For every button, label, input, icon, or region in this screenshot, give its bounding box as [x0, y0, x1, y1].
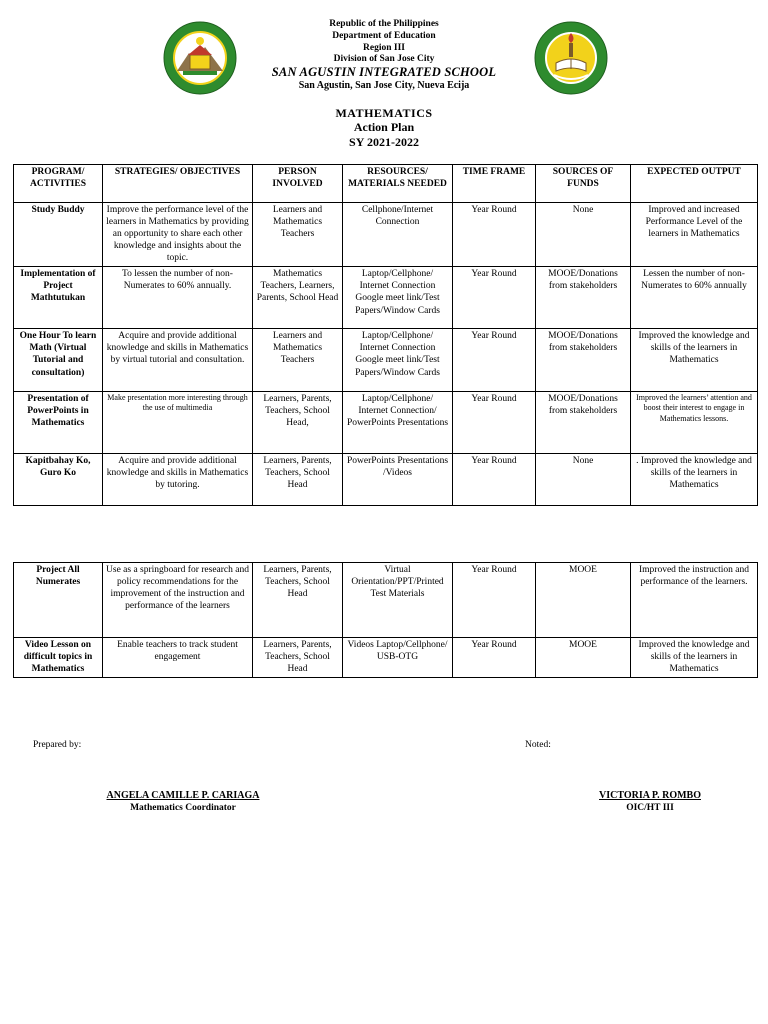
time-cell: Year Round	[453, 392, 536, 454]
noted-label: Noted:	[525, 740, 551, 750]
output-cell: Improved and increased Performance Level of the learners in Mathematics	[631, 203, 758, 267]
header-department: Department of Education	[332, 31, 436, 41]
resources-cell: Cellphone/Internet Connection	[343, 203, 453, 267]
output-cell: Improved the knowledge and skills of the learners in Mathematics	[631, 329, 758, 392]
funds-cell: MOOE	[536, 563, 631, 638]
resources-cell: Videos Laptop/Cellphone/ USB-OTG	[343, 638, 453, 678]
header-republic: Republic of the Philippines	[329, 19, 439, 29]
header-funds: SOURCES OF FUNDS	[536, 165, 631, 203]
persons-cell: Mathematics Teachers, Learners, Parents, School Head	[253, 267, 343, 329]
funds-cell: MOOE/Donations from stakeholders	[536, 267, 631, 329]
time-cell: Year Round	[453, 638, 536, 678]
persons-cell: Learners, Parents, Teachers, School Head	[253, 563, 343, 638]
resources-cell: PowerPoints Presentations /Videos	[343, 454, 453, 506]
strategy-cell: Acquire and provide additional knowledge and skills in Mathematics by tutoring.	[103, 454, 253, 506]
program-cell: Project All Numerates	[14, 563, 103, 638]
funds-cell: MOOE/Donations from stakeholders	[536, 329, 631, 392]
school-address: San Agustin, San Jose City, Nueva Ecija	[298, 80, 470, 91]
header-program: PROGRAM/ ACTIVITIES	[14, 165, 103, 203]
program-cell: Presentation of PowerPoints in Mathematics	[14, 392, 103, 454]
preparer-title: Mathematics Coordinator	[130, 803, 236, 813]
persons-cell: Learners, Parents, Teachers, School Head	[253, 454, 343, 506]
table-row	[14, 563, 758, 638]
table-row	[14, 638, 758, 678]
school-name: SAN AGUSTIN INTEGRATED SCHOOL	[271, 65, 497, 79]
funds-cell: MOOE/Donations from stakeholders	[536, 392, 631, 454]
persons-cell: Learners and Mathematics Teachers	[253, 203, 343, 267]
program-cell: Implementation of Project Mathtutukan	[14, 267, 103, 329]
output-cell: Lessen the number of non-Numerates to 60% annually	[631, 267, 758, 329]
action-plan-table-continued	[13, 562, 758, 678]
header-division: Division of San Jose City	[333, 54, 435, 64]
table-row	[14, 267, 758, 329]
resources-cell: Laptop/Cellphone/ Internet Connection Google meet link/Test Papers/Window Cards	[343, 267, 453, 329]
strategy-cell: Use as a springboard for research and policy recommendations for the improvement of the instruction and performance of the learners	[103, 563, 253, 638]
persons-cell: Learners, Parents, Teachers, School Head,	[253, 392, 343, 454]
strategy-cell: Make presentation more interesting through the use of multimedia	[103, 392, 253, 454]
output-cell: Improved the instruction and performance of the learners.	[631, 563, 758, 638]
program-cell: Video Lesson on difficult topics in Mathematics	[14, 638, 103, 678]
preparer-name: ANGELA CAMILLE P. CARIAGA	[106, 790, 260, 801]
strategy-cell: To lessen the number of non-Numerates to 60% annually.	[103, 267, 253, 329]
table-row	[14, 454, 758, 506]
header-region: Region III	[363, 43, 405, 53]
resources-cell: Laptop/Cellphone/ Internet Connection/ PowerPoints Presentations	[343, 392, 453, 454]
resources-cell: Virtual Orientation/PPT/Printed Test Materials	[343, 563, 453, 638]
funds-cell: MOOE	[536, 638, 631, 678]
header-strategies: STRATEGIES/ OBJECTIVES	[103, 165, 253, 203]
strategy-cell: Acquire and provide additional knowledge and skills in Mathematics by virtual tutorial and consultation.	[103, 329, 253, 392]
document-subject: MATHEMATICS	[335, 106, 433, 120]
persons-cell: Learners, Parents, Teachers, School Head	[253, 638, 343, 678]
prepared-by-label: Prepared by:	[33, 740, 82, 750]
table-header-row	[14, 165, 758, 203]
output-cell: Improved the learners’ attention and boost their interest to engage in Mathematics lessons.	[631, 392, 758, 454]
document-title: Action Plan	[353, 120, 415, 134]
output-cell: . Improved the knowledge and skills of the learners in Mathematics	[631, 454, 758, 506]
time-cell: Year Round	[453, 454, 536, 506]
noter-name: VICTORIA P. ROMBO	[599, 790, 701, 801]
header-persons: PERSON INVOLVED	[253, 165, 343, 203]
resources-cell: Laptop/Cellphone/ Internet Connection Google meet link/Test Papers/Window Cards	[343, 329, 453, 392]
strategy-cell: Enable teachers to track student engagement	[103, 638, 253, 678]
program-cell: One Hour To learn Math (Virtual Tutorial and consultation)	[14, 329, 103, 392]
program-cell: Study Buddy	[14, 203, 103, 267]
program-cell: Kapitbahay Ko, Guro Ko	[14, 454, 103, 506]
header-time-frame: TIME FRAME	[453, 165, 536, 203]
funds-cell: None	[536, 454, 631, 506]
output-cell: Improved the knowledge and skills of the learners in Mathematics	[631, 638, 758, 678]
time-cell: Year Round	[453, 329, 536, 392]
table-row	[14, 392, 758, 454]
table-row	[14, 329, 758, 392]
persons-cell: Learners and Mathematics Teachers	[253, 329, 343, 392]
time-cell: Year Round	[453, 203, 536, 267]
header-resources: RESOURCES/ MATERIALS NEEDED	[343, 165, 453, 203]
table-row	[14, 203, 758, 267]
strategy-cell: Improve the performance level of the learners in Mathematics by providing an opportunity to share each other knowledge and insights about the topic.	[103, 203, 253, 267]
time-cell: Year Round	[453, 267, 536, 329]
header-output: EXPECTED OUTPUT	[631, 165, 758, 203]
action-plan-table	[13, 164, 758, 506]
school-year: SY 2021-2022	[349, 135, 419, 149]
noter-title: OIC/HT III	[626, 803, 674, 813]
funds-cell: None	[536, 203, 631, 267]
time-cell: Year Round	[453, 563, 536, 638]
